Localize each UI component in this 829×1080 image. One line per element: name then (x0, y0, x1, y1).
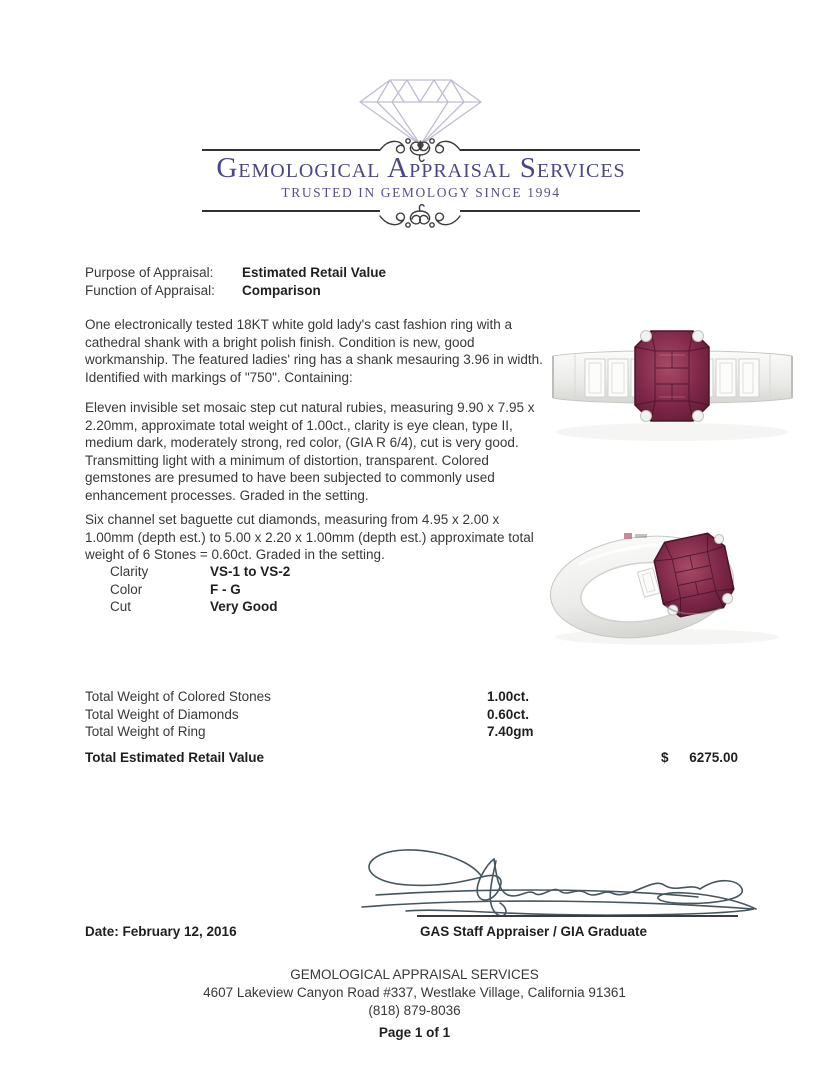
scroll-flourish-icon (378, 201, 462, 231)
company-logo-tagline: TRUSTED IN GEMOLOGY SINCE 1994 (281, 185, 561, 200)
footer-address: 4607 Lakeview Canyon Road #337, Westlake Village, California 91361 (203, 985, 626, 1000)
ring-weight-label: Total Weight of Ring (85, 724, 206, 739)
ring-description-paragraph: One electronically tested 18KT white gold lady's cast fashion ring with a cathedral shank with a bright polish finish. Condition is new, good workmanship. The featured ladies' ring has a shank mesauring 3.96 in width. Identified with markings of "750". Containing: (85, 317, 543, 385)
clarity-label: Clarity (110, 564, 149, 579)
footer-phone: (818) 879-8036 (368, 1003, 461, 1018)
cut-label: Cut (110, 599, 132, 614)
header-rule (460, 149, 640, 151)
header-rule (460, 210, 640, 212)
purpose-row (85, 264, 386, 282)
table-row (85, 706, 745, 724)
appraisal-date: Date: February 12, 2016 (85, 924, 237, 939)
ring-side-view-photo (542, 495, 802, 649)
header-rule (202, 149, 380, 151)
table-row (110, 598, 290, 616)
purpose-value: Estimated Retail Value (242, 265, 387, 280)
table-row (85, 688, 745, 706)
diamond-grades-table (110, 563, 290, 616)
signer-title: GAS Staff Appraiser / GIA Graduate (420, 924, 648, 939)
purpose-label: Purpose of Appraisal: (85, 265, 214, 280)
color-label: Color (110, 581, 143, 597)
colored-stones-weight-label: Total Weight of Colored Stones (85, 689, 271, 704)
currency-symbol: $ (661, 750, 669, 765)
function-row (85, 282, 386, 300)
weight-totals-table (85, 688, 745, 741)
cut-value: Very Good (210, 599, 278, 614)
footer-company-name: GEMOLOGICAL APPRAISAL SERVICES (290, 967, 539, 982)
clarity-value: VS-1 to VS-2 (210, 564, 291, 579)
header-rule (202, 210, 380, 212)
appraiser-signature (346, 843, 770, 919)
signature-line (417, 915, 738, 917)
ring-front-view-photo (545, 306, 800, 448)
diamonds-description-paragraph: Six channel set baguette cut diamonds, measuring from 4.95 x 2.00 x 1.00mm (depth est.) to 5.00 x 2.20 x 1.00mm (depth est.) approximate total weight of 6 Stones = 0.60ct. Graded in the setting. (85, 512, 534, 562)
company-logo-title: Gemological Appraisal Services (216, 152, 626, 184)
diamonds-weight-value: 0.60ct. (487, 706, 530, 722)
appraisal-meta (85, 264, 386, 299)
function-value: Comparison (242, 282, 321, 298)
retail-value-amount: 6275.00 (689, 750, 738, 765)
document-footer (0, 966, 829, 1042)
page-number: Page 1 of 1 (378, 1025, 451, 1040)
table-row (85, 723, 745, 741)
diamonds-weight-label: Total Weight of Diamonds (85, 706, 239, 722)
color-value: F - G (210, 581, 241, 597)
colored-stones-weight-value: 1.00ct. (487, 689, 530, 704)
retail-value-label: Total Estimated Retail Value (85, 750, 265, 765)
ring-weight-value: 7.40gm (487, 724, 534, 739)
function-label: Function of Appraisal: (85, 282, 215, 298)
rubies-description-paragraph: Eleven invisible set mosaic step cut natural rubies, measuring 9.90 x 7.95 x 2.20mm, approximate total weight of 1.00ct., clarity is eye clean, type II, medium dark, moderately strong, red color, (GIA R 6/4), cut is very good. Transmitting light with a minimum of distortion, transparent. Colored gemstones are presumed to have been subjected to commonly used enhancement processes. Graded in the setting. (85, 400, 535, 503)
table-row (110, 563, 290, 581)
table-row (110, 581, 290, 599)
